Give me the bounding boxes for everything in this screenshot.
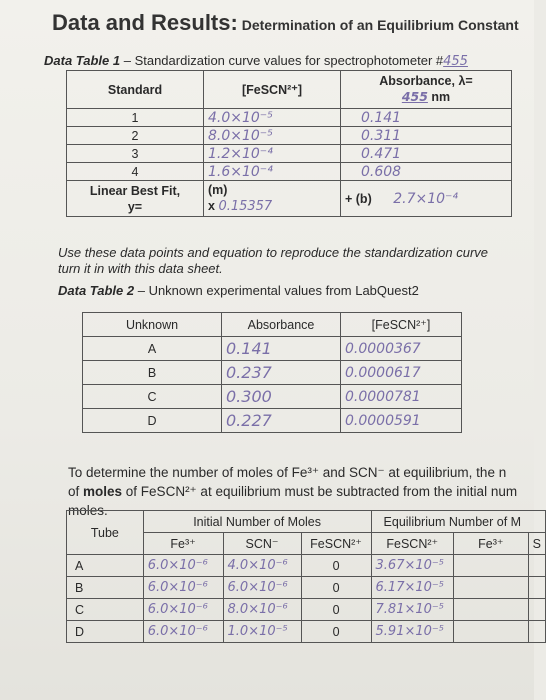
eq-scn-cell [528,621,545,643]
table1-caption [44,53,468,69]
abs-cell: 0.141 [341,109,512,127]
conc-cell: 0.0000617 [341,361,462,385]
group-equilibrium: Equilibrium Number of M [371,511,545,533]
eq-scn-cell [528,555,545,577]
col-absorbance: Absorbance [222,313,341,337]
standard-cell: 3 [67,145,204,163]
fescn-cell: 0 [301,599,371,621]
fescn-cell: 0 [301,577,371,599]
table-row [67,163,512,181]
table-row [83,337,462,361]
unknown-cell: C [83,385,222,409]
col-absorbance-line1: Absorbance, λ= [379,74,473,88]
table1-caption-text: – Standardization curve values for spectrophotometer # [120,53,444,68]
tube-cell: A [67,555,144,577]
table-row [67,621,546,643]
unknown-cell: D [83,409,222,433]
table-row [83,385,462,409]
fescn-cell: 0 [301,555,371,577]
col-tube: Tube [67,511,144,555]
fit-label [67,181,204,217]
paragraph-line2-a: of [68,484,84,499]
paragraph-line1: To determine the number of moles of Fe³⁺ and SCN⁻ at equilibrium, the n [68,465,507,480]
eq-scn-cell [528,599,545,621]
col-fescn: [FeSCN²⁺] [341,313,462,337]
table-row [67,109,512,127]
abs-cell: 0.608 [341,163,512,181]
conc-cell: 1.2×10⁻⁴ [204,145,341,163]
eq-fe-cell [453,621,528,643]
tube-cell: D [67,621,144,643]
scn-cell: 4.0×10⁻⁶ [223,555,301,577]
fe-cell: 6.0×10⁻⁶ [143,599,223,621]
instructions-line2: turn it in with this data sheet. [58,261,223,276]
table2-caption [58,283,419,298]
conc-cell: 0.0000591 [341,409,462,433]
fit-label-line2: y= [127,199,143,214]
col-fescn: FeSCN²⁺ [301,533,371,555]
fit-label-line1: Linear Best Fit, [89,183,181,198]
standard-cell: 2 [67,127,204,145]
scn-cell: 1.0×10⁻⁵ [223,621,301,643]
absorbance-wavelength: 455 [401,89,428,104]
abs-cell: 0.311 [341,127,512,145]
conc-cell: 0.0000781 [341,385,462,409]
unknowns-table [82,312,462,433]
eq-fe-cell [453,599,528,621]
moles-table [66,510,546,643]
b-value: 2.7×10⁻⁴ [393,190,459,207]
table-row [83,361,462,385]
absorbance-unit: nm [431,90,451,104]
scn-cell: 6.0×10⁻⁶ [223,577,301,599]
col-eq-fescn: FeSCN²⁺ [371,533,453,555]
instructions [58,245,488,277]
abs-cell: 0.237 [222,361,341,385]
fescn-cell: 0 [301,621,371,643]
paragraph-line3: moles. [68,503,108,518]
table-row [67,577,546,599]
fit-row [67,181,512,217]
abs-cell: 0.141 [222,337,341,361]
table-row [67,555,546,577]
scn-cell: 8.0×10⁻⁶ [223,599,301,621]
table-row [67,127,512,145]
paragraph-line2-bold: moles [83,484,123,499]
m-label: (m) [208,183,228,197]
conc-cell: 4.0×10⁻⁵ [204,109,341,127]
standard-cell: 4 [67,163,204,181]
table-row [67,599,546,621]
standard-cell: 1 [67,109,204,127]
title-sub: Determination of an Equilibrium Constant [237,17,519,33]
eq-fe-cell [453,577,528,599]
table2-caption-text: – Unknown experimental values from LabQuest2 [134,283,419,298]
col-absorbance [341,71,512,109]
eq-fescn-cell: 3.67×10⁻⁵ [371,555,453,577]
table2-caption-label: Data Table 2 [58,283,135,298]
table-row [67,145,512,163]
table1-caption-label: Data Table 1 [44,53,121,68]
slope-cell [204,181,341,217]
page-title [52,10,519,36]
m-value: 0.15357 [218,199,273,214]
tube-cell: C [67,599,144,621]
paragraph-line2-b: of FeSCN²⁺ at equilibrium must be subtracted from the initial num [122,484,518,499]
abs-cell: 0.471 [341,145,512,163]
col-eq-fe: Fe³⁺ [453,533,528,555]
fe-cell: 6.0×10⁻⁶ [143,577,223,599]
standardization-table [66,70,512,217]
col-unknown: Unknown [83,313,222,337]
tube-cell: B [67,577,144,599]
intercept-cell [341,181,512,217]
col-fe: Fe³⁺ [143,533,223,555]
eq-fescn-cell: 7.81×10⁻⁵ [371,599,453,621]
group-initial: Initial Number of Moles [143,511,371,533]
b-label: + (b) [345,191,372,206]
table-row [83,409,462,433]
eq-fe-cell [453,555,528,577]
abs-cell: 0.227 [222,409,341,433]
unknown-cell: A [83,337,222,361]
m-prefix: x [208,199,215,213]
conc-cell: 0.0000367 [341,337,462,361]
fe-cell: 6.0×10⁻⁶ [143,555,223,577]
col-eq-scn-partial: S [528,533,545,555]
eq-fescn-cell: 5.91×10⁻⁵ [371,621,453,643]
fe-cell: 6.0×10⁻⁶ [143,621,223,643]
conc-cell: 1.6×10⁻⁴ [204,163,341,181]
conc-cell: 8.0×10⁻⁵ [204,127,341,145]
unknown-cell: B [83,361,222,385]
col-scn: SCN⁻ [223,533,301,555]
abs-cell: 0.300 [222,385,341,409]
spectro-number: 455 [443,54,468,69]
eq-scn-cell [528,577,545,599]
col-standard: Standard [67,71,204,109]
title-main: Data and Results: [52,10,238,35]
eq-fescn-cell: 6.17×10⁻⁵ [371,577,453,599]
instructions-line1: Use these data points and equation to reproduce the standardization curve [58,245,489,260]
col-fescn: [FeSCN²⁺] [204,71,341,109]
